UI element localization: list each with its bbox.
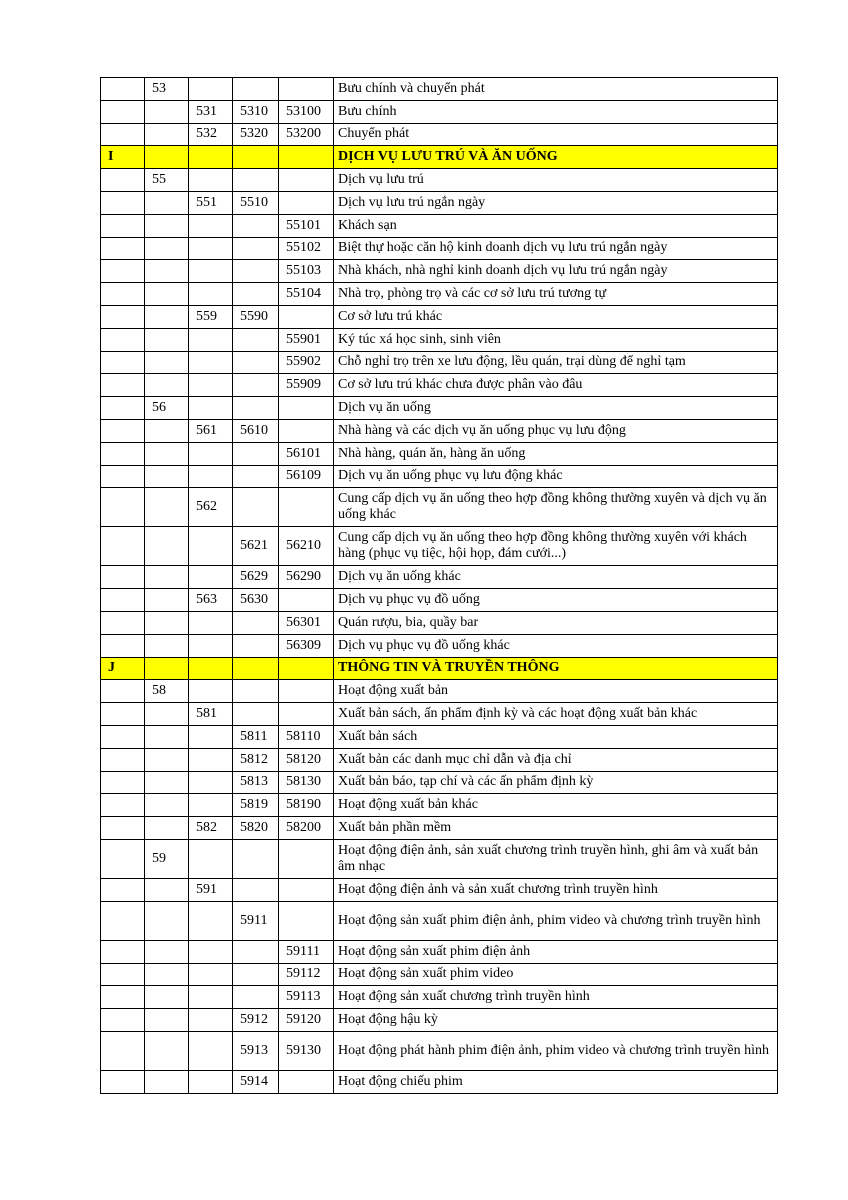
level3-code-cell (189, 657, 233, 680)
activity-name-cell: THÔNG TIN VÀ TRUYỀN THÔNG (334, 657, 778, 680)
level5-code-cell (279, 419, 334, 442)
table-row (101, 878, 778, 901)
level3-code-cell (189, 397, 233, 420)
level3-code-cell (189, 794, 233, 817)
level4-code-cell (233, 878, 279, 901)
activity-name-cell: Hoạt động chiếu phim (334, 1070, 778, 1093)
level4-code-cell (233, 169, 279, 192)
table-row (101, 237, 778, 260)
table-row (101, 527, 778, 566)
activity-name-cell: Cơ sở lưu trú khác chưa được phân vào đâu (334, 374, 778, 397)
level5-code-cell: 56309 (279, 634, 334, 657)
level4-code-cell: 5912 (233, 1009, 279, 1032)
activity-name-cell: Nhà khách, nhà nghỉ kinh doanh dịch vụ lưu trú ngắn ngày (334, 260, 778, 283)
level3-code-cell (189, 963, 233, 986)
table-row (101, 305, 778, 328)
activity-name-cell: Hoạt động điện ảnh, sản xuất chương trình truyền hình, ghi âm và xuất bản âm nhạc (334, 839, 778, 878)
table-row (101, 963, 778, 986)
level4-code-cell (233, 465, 279, 488)
activity-name-cell: Hoạt động hậu kỳ (334, 1009, 778, 1032)
activity-name-cell: Hoạt động sản xuất phim video (334, 963, 778, 986)
table-row (101, 191, 778, 214)
level3-code-cell (189, 1031, 233, 1070)
level2-code-cell (145, 703, 189, 726)
level3-code-cell (189, 146, 233, 169)
level5-code-cell: 55901 (279, 328, 334, 351)
level1-code-cell (101, 305, 145, 328)
level1-code-cell (101, 817, 145, 840)
level5-code-cell: 55103 (279, 260, 334, 283)
level1-code-cell (101, 986, 145, 1009)
level3-code-cell (189, 328, 233, 351)
level2-code-cell (145, 465, 189, 488)
activity-name-cell: Biệt thự hoặc căn hộ kinh doanh dịch vụ lưu trú ngắn ngày (334, 237, 778, 260)
level3-code-cell (189, 169, 233, 192)
level1-code-cell (101, 680, 145, 703)
table-row (101, 725, 778, 748)
level1-code-cell (101, 283, 145, 306)
level1-code-cell: I (101, 146, 145, 169)
activity-name-cell: Cung cấp dịch vụ ăn uống theo hợp đồng không thường xuyên với khách hàng (phục vụ tiệc, hội họp, đám cưới...) (334, 527, 778, 566)
level2-code-cell (145, 771, 189, 794)
level4-code-cell (233, 374, 279, 397)
table-row (101, 419, 778, 442)
level2-code-cell (145, 794, 189, 817)
level4-code-cell: 5320 (233, 123, 279, 146)
level2-code-cell (145, 419, 189, 442)
activity-name-cell: Xuất bản sách, ấn phẩm định kỳ và các hoạt động xuất bản khác (334, 703, 778, 726)
level3-code-cell (189, 465, 233, 488)
table-row (101, 100, 778, 123)
level1-code-cell (101, 634, 145, 657)
level5-code-cell: 59112 (279, 963, 334, 986)
activity-name-cell: Cung cấp dịch vụ ăn uống theo hợp đồng không thường xuyên và dịch vụ ăn uống khác (334, 488, 778, 527)
level5-code-cell: 55909 (279, 374, 334, 397)
level3-code-cell: 561 (189, 419, 233, 442)
level1-code-cell (101, 488, 145, 527)
activity-name-cell: Xuất bản phần mềm (334, 817, 778, 840)
level5-code-cell (279, 488, 334, 527)
level5-code-cell: 55902 (279, 351, 334, 374)
section-row (101, 146, 778, 169)
level4-code-cell (233, 680, 279, 703)
level4-code-cell: 5590 (233, 305, 279, 328)
level3-code-cell (189, 566, 233, 589)
level4-code-cell (233, 78, 279, 101)
level4-code-cell (233, 283, 279, 306)
level1-code-cell (101, 794, 145, 817)
level1-code-cell (101, 123, 145, 146)
level4-code-cell: 5911 (233, 901, 279, 940)
activity-name-cell: Xuất bản các danh mục chỉ dẫn và địa chỉ (334, 748, 778, 771)
table-row (101, 901, 778, 940)
table-row (101, 634, 778, 657)
level1-code-cell (101, 169, 145, 192)
table-row (101, 374, 778, 397)
level1-code-cell (101, 1031, 145, 1070)
level1-code-cell (101, 839, 145, 878)
level3-code-cell: 531 (189, 100, 233, 123)
activity-name-cell: Bưu chính và chuyển phát (334, 78, 778, 101)
level2-code-cell: 53 (145, 78, 189, 101)
table-body (101, 78, 778, 1094)
activity-name-cell: Hoạt động phát hành phim điện ảnh, phim video và chương trình truyền hình (334, 1031, 778, 1070)
level4-code-cell (233, 963, 279, 986)
table-row (101, 328, 778, 351)
level3-code-cell (189, 986, 233, 1009)
level3-code-cell (189, 634, 233, 657)
level3-code-cell: 591 (189, 878, 233, 901)
level1-code-cell (101, 260, 145, 283)
level4-code-cell (233, 839, 279, 878)
level1-code-cell (101, 771, 145, 794)
level2-code-cell (145, 351, 189, 374)
level2-code-cell (145, 1009, 189, 1032)
level1-code-cell: J (101, 657, 145, 680)
level1-code-cell (101, 78, 145, 101)
level5-code-cell: 55102 (279, 237, 334, 260)
table-row (101, 680, 778, 703)
table-row (101, 794, 778, 817)
level3-code-cell (189, 725, 233, 748)
level5-code-cell (279, 878, 334, 901)
activity-name-cell: Hoạt động sản xuất chương trình truyền hình (334, 986, 778, 1009)
level4-code-cell (233, 488, 279, 527)
level2-code-cell (145, 611, 189, 634)
level5-code-cell (279, 680, 334, 703)
level3-code-cell (189, 237, 233, 260)
level3-code-cell: 532 (189, 123, 233, 146)
level4-code-cell: 5812 (233, 748, 279, 771)
table-row (101, 1031, 778, 1070)
activity-name-cell: Dịch vụ ăn uống khác (334, 566, 778, 589)
level5-code-cell: 53200 (279, 123, 334, 146)
activity-name-cell: Hoạt động sản xuất phim điện ảnh (334, 940, 778, 963)
table-row (101, 748, 778, 771)
level2-code-cell (145, 488, 189, 527)
level1-code-cell (101, 611, 145, 634)
level2-code-cell (145, 123, 189, 146)
level3-code-cell (189, 351, 233, 374)
level2-code-cell (145, 1070, 189, 1093)
level3-code-cell: 581 (189, 703, 233, 726)
level4-code-cell: 5813 (233, 771, 279, 794)
level3-code-cell (189, 527, 233, 566)
level3-code-cell (189, 374, 233, 397)
level5-code-cell: 59120 (279, 1009, 334, 1032)
table-row (101, 589, 778, 612)
level5-code-cell (279, 1070, 334, 1093)
level3-code-cell: 551 (189, 191, 233, 214)
level1-code-cell (101, 527, 145, 566)
level4-code-cell: 5310 (233, 100, 279, 123)
level2-code-cell (145, 100, 189, 123)
level3-code-cell: 559 (189, 305, 233, 328)
level4-code-cell (233, 940, 279, 963)
activity-name-cell: Dịch vụ ăn uống (334, 397, 778, 420)
activity-name-cell: Nhà hàng và các dịch vụ ăn uống phục vụ lưu động (334, 419, 778, 442)
level5-code-cell: 58190 (279, 794, 334, 817)
level2-code-cell (145, 725, 189, 748)
level4-code-cell (233, 214, 279, 237)
level3-code-cell (189, 839, 233, 878)
level5-code-cell (279, 305, 334, 328)
level1-code-cell (101, 351, 145, 374)
level1-code-cell (101, 725, 145, 748)
level2-code-cell (145, 237, 189, 260)
level2-code-cell (145, 963, 189, 986)
level2-code-cell (145, 748, 189, 771)
level1-code-cell (101, 419, 145, 442)
table-row (101, 397, 778, 420)
activity-name-cell: Hoạt động xuất bản khác (334, 794, 778, 817)
level1-code-cell (101, 328, 145, 351)
industry-code-table (100, 77, 778, 1094)
activity-name-cell: Dịch vụ phục vụ đồ uống (334, 589, 778, 612)
level1-code-cell (101, 940, 145, 963)
activity-name-cell: Nhà trọ, phòng trọ và các cơ sở lưu trú tương tự (334, 283, 778, 306)
activity-name-cell: Chuyển phát (334, 123, 778, 146)
activity-name-cell: Cơ sở lưu trú khác (334, 305, 778, 328)
level5-code-cell: 58200 (279, 817, 334, 840)
activity-name-cell: Bưu chính (334, 100, 778, 123)
level2-code-cell: 58 (145, 680, 189, 703)
level1-code-cell (101, 589, 145, 612)
level2-code-cell (145, 940, 189, 963)
activity-name-cell: Xuất bản sách (334, 725, 778, 748)
table-row (101, 123, 778, 146)
level2-code-cell (145, 1031, 189, 1070)
table-row (101, 771, 778, 794)
table-row (101, 1070, 778, 1093)
level3-code-cell (189, 901, 233, 940)
activity-name-cell: Hoạt động sản xuất phim điện ảnh, phim video và chương trình truyền hình (334, 901, 778, 940)
level4-code-cell: 5820 (233, 817, 279, 840)
activity-name-cell: Hoạt động điện ảnh và sản xuất chương trình truyền hình (334, 878, 778, 901)
level4-code-cell: 5819 (233, 794, 279, 817)
level5-code-cell (279, 657, 334, 680)
table-row (101, 839, 778, 878)
activity-name-cell: Quán rượu, bia, quầy bar (334, 611, 778, 634)
level4-code-cell (233, 703, 279, 726)
activity-name-cell: Dịch vụ phục vụ đồ uống khác (334, 634, 778, 657)
level2-code-cell (145, 191, 189, 214)
table-row (101, 260, 778, 283)
level2-code-cell (145, 146, 189, 169)
level4-code-cell (233, 397, 279, 420)
level4-code-cell: 5621 (233, 527, 279, 566)
table-row (101, 611, 778, 634)
level5-code-cell: 55101 (279, 214, 334, 237)
level2-code-cell (145, 657, 189, 680)
level2-code-cell: 56 (145, 397, 189, 420)
level2-code-cell: 55 (145, 169, 189, 192)
level4-code-cell (233, 611, 279, 634)
level5-code-cell: 56101 (279, 442, 334, 465)
level4-code-cell (233, 260, 279, 283)
level2-code-cell (145, 878, 189, 901)
level1-code-cell (101, 214, 145, 237)
section-row (101, 657, 778, 680)
level5-code-cell (279, 78, 334, 101)
level5-code-cell: 53100 (279, 100, 334, 123)
level5-code-cell: 59130 (279, 1031, 334, 1070)
level4-code-cell (233, 146, 279, 169)
level5-code-cell: 56109 (279, 465, 334, 488)
level3-code-cell (189, 680, 233, 703)
level1-code-cell (101, 963, 145, 986)
level3-code-cell (189, 1009, 233, 1032)
level2-code-cell (145, 817, 189, 840)
level4-code-cell (233, 237, 279, 260)
level5-code-cell (279, 901, 334, 940)
level5-code-cell: 59113 (279, 986, 334, 1009)
activity-name-cell: Dịch vụ lưu trú ngắn ngày (334, 191, 778, 214)
level4-code-cell (233, 328, 279, 351)
level5-code-cell (279, 169, 334, 192)
table-row (101, 283, 778, 306)
table-row (101, 169, 778, 192)
level3-code-cell (189, 748, 233, 771)
activity-name-cell: Khách sạn (334, 214, 778, 237)
level3-code-cell: 582 (189, 817, 233, 840)
level5-code-cell: 56210 (279, 527, 334, 566)
level2-code-cell (145, 986, 189, 1009)
level3-code-cell: 562 (189, 488, 233, 527)
table-row (101, 817, 778, 840)
level1-code-cell (101, 374, 145, 397)
level1-code-cell (101, 1070, 145, 1093)
level4-code-cell: 5610 (233, 419, 279, 442)
level2-code-cell: 59 (145, 839, 189, 878)
level1-code-cell (101, 100, 145, 123)
activity-name-cell: DỊCH VỤ LƯU TRÚ VÀ ĂN UỐNG (334, 146, 778, 169)
level2-code-cell (145, 527, 189, 566)
level5-code-cell: 58130 (279, 771, 334, 794)
activity-name-cell: Dịch vụ lưu trú (334, 169, 778, 192)
level5-code-cell (279, 146, 334, 169)
level4-code-cell (233, 634, 279, 657)
level4-code-cell (233, 442, 279, 465)
level4-code-cell: 5914 (233, 1070, 279, 1093)
level1-code-cell (101, 465, 145, 488)
level4-code-cell (233, 986, 279, 1009)
level2-code-cell (145, 901, 189, 940)
level2-code-cell (145, 214, 189, 237)
level5-code-cell (279, 191, 334, 214)
level1-code-cell (101, 878, 145, 901)
level1-code-cell (101, 237, 145, 260)
level5-code-cell: 56301 (279, 611, 334, 634)
table-row (101, 488, 778, 527)
level5-code-cell (279, 839, 334, 878)
level3-code-cell (189, 283, 233, 306)
level5-code-cell: 56290 (279, 566, 334, 589)
level3-code-cell (189, 214, 233, 237)
level4-code-cell (233, 657, 279, 680)
level4-code-cell (233, 351, 279, 374)
table-row (101, 1009, 778, 1032)
table-row (101, 351, 778, 374)
level1-code-cell (101, 703, 145, 726)
activity-name-cell: Nhà hàng, quán ăn, hàng ăn uống (334, 442, 778, 465)
level1-code-cell (101, 442, 145, 465)
level1-code-cell (101, 1009, 145, 1032)
level4-code-cell: 5811 (233, 725, 279, 748)
level2-code-cell (145, 283, 189, 306)
level5-code-cell: 58110 (279, 725, 334, 748)
level5-code-cell: 58120 (279, 748, 334, 771)
table-row (101, 940, 778, 963)
activity-name-cell: Dịch vụ ăn uống phục vụ lưu động khác (334, 465, 778, 488)
level2-code-cell (145, 328, 189, 351)
level3-code-cell (189, 611, 233, 634)
table-row (101, 703, 778, 726)
level5-code-cell: 59111 (279, 940, 334, 963)
activity-name-cell: Xuất bản báo, tạp chí và các ấn phẩm định kỳ (334, 771, 778, 794)
level1-code-cell (101, 397, 145, 420)
table-row (101, 214, 778, 237)
level2-code-cell (145, 634, 189, 657)
level3-code-cell (189, 1070, 233, 1093)
level3-code-cell (189, 442, 233, 465)
level2-code-cell (145, 260, 189, 283)
level3-code-cell (189, 940, 233, 963)
table-row (101, 986, 778, 1009)
level5-code-cell (279, 703, 334, 726)
level5-code-cell (279, 589, 334, 612)
level1-code-cell (101, 748, 145, 771)
activity-name-cell: Ký túc xá học sinh, sinh viên (334, 328, 778, 351)
level4-code-cell: 5629 (233, 566, 279, 589)
level5-code-cell: 55104 (279, 283, 334, 306)
level4-code-cell: 5630 (233, 589, 279, 612)
level1-code-cell (101, 566, 145, 589)
table-row (101, 465, 778, 488)
level2-code-cell (145, 589, 189, 612)
level4-code-cell: 5510 (233, 191, 279, 214)
level3-code-cell (189, 78, 233, 101)
table-row (101, 566, 778, 589)
table-row (101, 442, 778, 465)
level2-code-cell (145, 566, 189, 589)
level2-code-cell (145, 305, 189, 328)
level3-code-cell: 563 (189, 589, 233, 612)
level2-code-cell (145, 442, 189, 465)
table-row (101, 78, 778, 101)
level3-code-cell (189, 771, 233, 794)
activity-name-cell: Chỗ nghỉ trọ trên xe lưu động, lều quán, trại dùng để nghỉ tạm (334, 351, 778, 374)
level1-code-cell (101, 901, 145, 940)
level2-code-cell (145, 374, 189, 397)
level4-code-cell: 5913 (233, 1031, 279, 1070)
level1-code-cell (101, 191, 145, 214)
level3-code-cell (189, 260, 233, 283)
activity-name-cell: Hoạt động xuất bản (334, 680, 778, 703)
level5-code-cell (279, 397, 334, 420)
